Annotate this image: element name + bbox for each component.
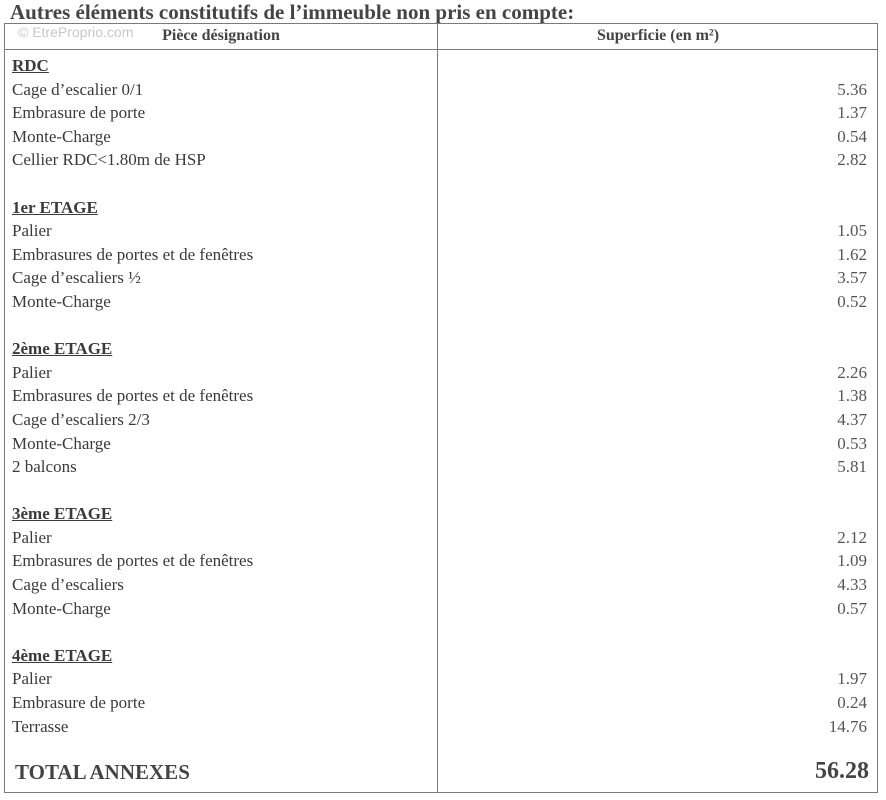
room-designation: Embrasure de porte (12, 693, 146, 713)
room-surface: 5.36 (837, 79, 867, 99)
table-row (5, 290, 877, 314)
room-designation: 2 balcons (12, 457, 77, 477)
room-designation: Monte-Charge (12, 291, 111, 311)
spacer-row (5, 620, 877, 644)
table-row (5, 549, 877, 573)
room-surface: 1.37 (837, 103, 867, 123)
room-surface: 4.33 (837, 575, 867, 595)
room-surface: 2.12 (837, 527, 867, 547)
table-row (5, 715, 877, 739)
section-heading-row (5, 644, 877, 668)
table-row (5, 361, 877, 385)
table-row (5, 243, 877, 267)
room-surface: 1.97 (837, 669, 867, 689)
table-header (5, 24, 877, 50)
table-row (5, 78, 877, 102)
table-row (5, 667, 877, 691)
section-heading: 3ème ETAGE (12, 504, 113, 524)
surface-table (4, 23, 878, 793)
room-designation: Cage d’escaliers ½ (12, 268, 141, 288)
room-surface: 1.62 (837, 244, 867, 264)
room-designation: Embrasure de porte (12, 103, 146, 123)
section-heading: RDC (12, 56, 49, 75)
room-designation: Embrasures de portes et de fenêtres (12, 551, 254, 571)
table-row (5, 432, 877, 456)
room-designation: Cage d’escaliers 2/3 (12, 409, 150, 429)
table-row (5, 573, 877, 597)
room-surface: 1.38 (837, 386, 867, 406)
room-surface: 5.81 (837, 457, 867, 477)
room-surface: 0.57 (837, 598, 867, 618)
table-row (5, 148, 877, 172)
section-heading-row (5, 196, 877, 220)
section-heading: 1er ETAGE (12, 197, 98, 217)
room-designation: Terrasse (12, 716, 69, 736)
spacer-row (5, 172, 877, 196)
room-surface: 2.26 (837, 362, 867, 382)
table-row (5, 691, 877, 715)
room-surface: 1.09 (837, 551, 867, 571)
table-row (5, 455, 877, 479)
room-designation: Palier (12, 362, 52, 382)
room-surface: 0.54 (837, 126, 867, 146)
table-row (5, 101, 877, 125)
room-designation: Palier (12, 527, 52, 547)
section-heading-row (5, 54, 877, 78)
room-designation: Palier (12, 669, 52, 689)
room-designation: Cellier RDC<1.80m de HSP (12, 150, 206, 170)
room-surface: 14.76 (828, 716, 867, 736)
room-designation: Embrasures de portes et de fenêtres (12, 386, 254, 406)
table-row (5, 384, 877, 408)
watermark: © EtreProprio.com (18, 24, 134, 40)
room-designation: Palier (12, 221, 52, 241)
room-surface: 0.24 (837, 693, 867, 713)
room-designation: Monte-Charge (12, 433, 111, 453)
spacer-row (5, 314, 877, 338)
table-row (5, 408, 877, 432)
section-heading: 4ème ETAGE (12, 645, 113, 665)
room-surface: 0.52 (837, 291, 867, 311)
room-surface: 0.53 (837, 433, 867, 453)
header-surface: Superficie (en m²) (596, 27, 720, 44)
room-surface: 4.37 (837, 409, 867, 429)
table-row (5, 219, 877, 243)
page-title: Autres éléments constitutifs de l’immeuble non pris en compte: (10, 0, 575, 24)
room-surface: 1.05 (837, 221, 867, 241)
section-heading-row (5, 337, 877, 361)
room-designation: Cage d’escaliers (12, 575, 124, 595)
table-body (5, 54, 877, 738)
section-heading: 2ème ETAGE (12, 339, 113, 359)
table-row (5, 597, 877, 621)
room-designation: Cage d’escalier 0/1 (12, 79, 144, 99)
room-surface: 2.82 (837, 150, 867, 170)
header-designation: Pièce désignation (162, 27, 280, 44)
section-heading-row (5, 502, 877, 526)
total-label: TOTAL ANNEXES (15, 760, 190, 784)
table-row (5, 125, 877, 149)
room-designation: Monte-Charge (12, 126, 111, 146)
spacer-row (5, 479, 877, 503)
total-row (5, 754, 877, 790)
total-value: 56.28 (815, 758, 869, 784)
room-designation: Monte-Charge (12, 598, 111, 618)
table-row (5, 526, 877, 550)
table-row (5, 266, 877, 290)
room-surface: 3.57 (837, 268, 867, 288)
room-designation: Embrasures de portes et de fenêtres (12, 244, 254, 264)
